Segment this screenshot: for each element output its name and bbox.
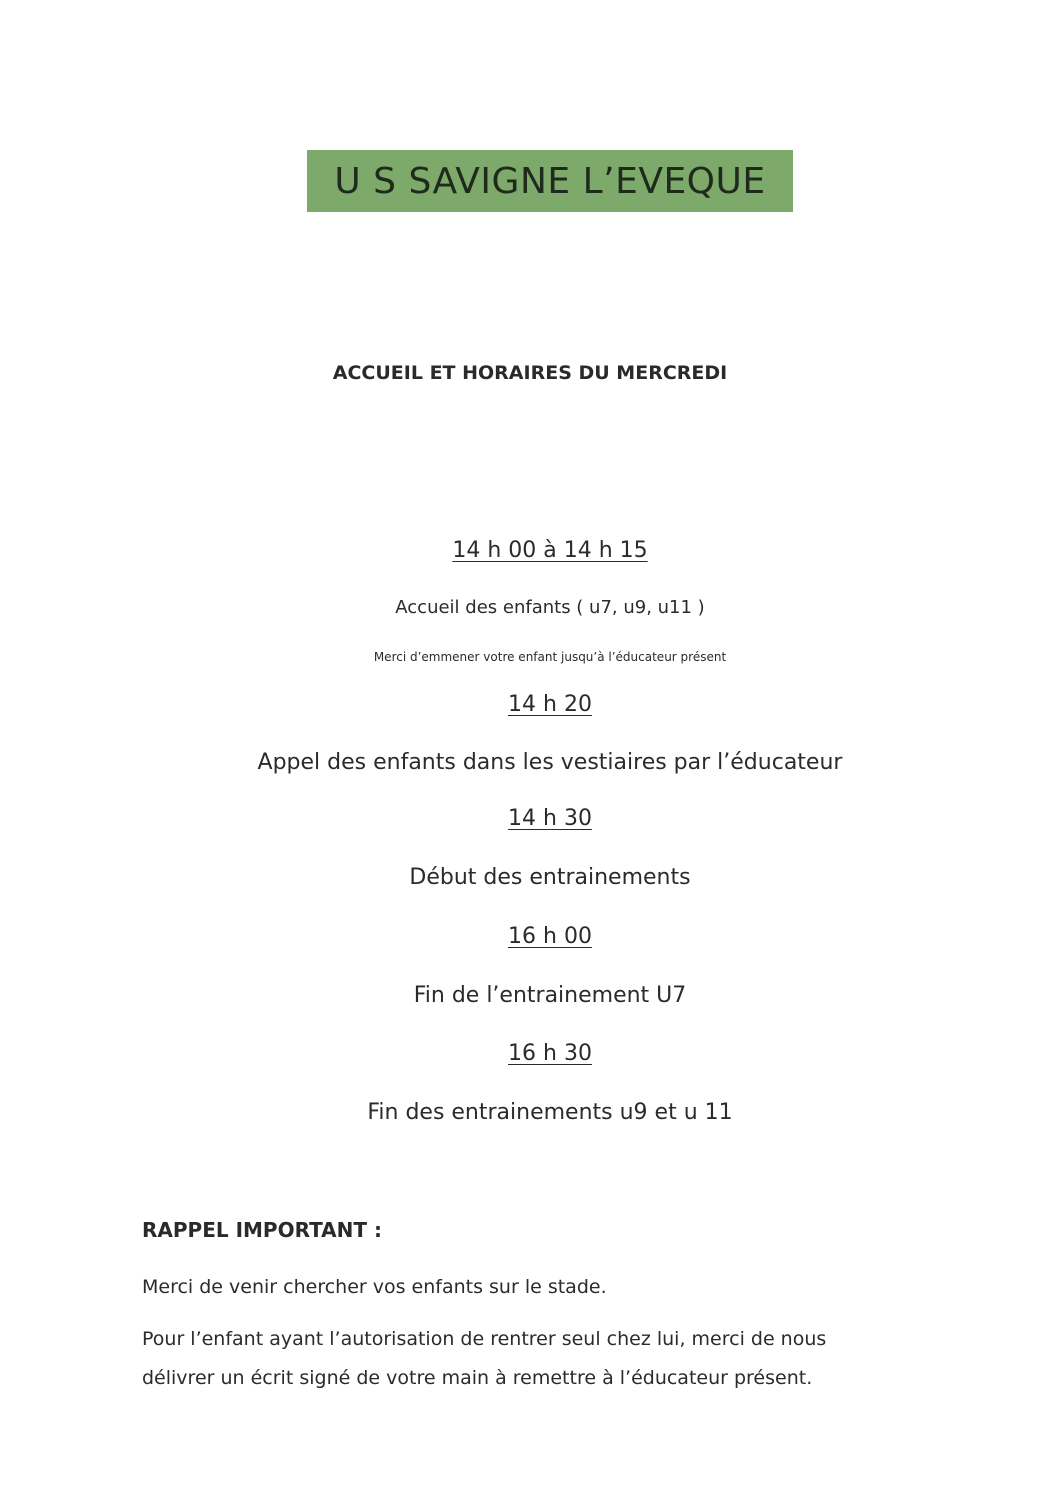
- page-subtitle: ACCUEIL ET HORAIRES DU MERCREDI: [332, 362, 728, 384]
- schedule-time-3: [0, 806, 1060, 831]
- rappel-line-3: délivrer un écrit signé de votre main à remettre à l’éducateur présent.: [142, 1367, 813, 1389]
- schedule-time-1: [0, 538, 1060, 563]
- schedule-time-2-text: 14 h 20: [508, 692, 592, 717]
- schedule-time-4: [0, 924, 1060, 949]
- schedule-note-1: Merci d’emmener votre enfant jusqu’à l’éducateur présent: [373, 650, 727, 664]
- club-title: U S SAVIGNE L’EVEQUE: [334, 160, 766, 202]
- rappel-line-2: Pour l’enfant ayant l’autorisation de rentrer seul chez lui, merci de nous: [142, 1328, 827, 1350]
- schedule-description-1: Accueil des enfants ( u7, u9, u11 ): [395, 597, 705, 618]
- schedule-description-4: Fin de l’entrainement U7: [413, 983, 687, 1008]
- schedule-time-2: [0, 692, 1060, 717]
- schedule-description-2: Appel des enfants dans les vestiaires par l’éducateur: [257, 750, 843, 775]
- schedule-description-3: Début des entrainements: [409, 865, 691, 890]
- schedule-time-4-text: 16 h 00: [508, 924, 592, 949]
- schedule-time-5: [0, 1041, 1060, 1066]
- rappel-heading: RAPPEL IMPORTANT :: [142, 1218, 382, 1242]
- schedule-description-5: Fin des entrainements u9 et u 11: [367, 1100, 733, 1125]
- club-title-banner: [307, 150, 793, 212]
- schedule-time-1-text: 14 h 00 à 14 h 15: [452, 538, 648, 563]
- schedule-time-5-text: 16 h 30: [508, 1041, 592, 1066]
- schedule-time-3-text: 14 h 30: [508, 806, 592, 831]
- rappel-line-1: Merci de venir chercher vos enfants sur le stade.: [142, 1276, 607, 1298]
